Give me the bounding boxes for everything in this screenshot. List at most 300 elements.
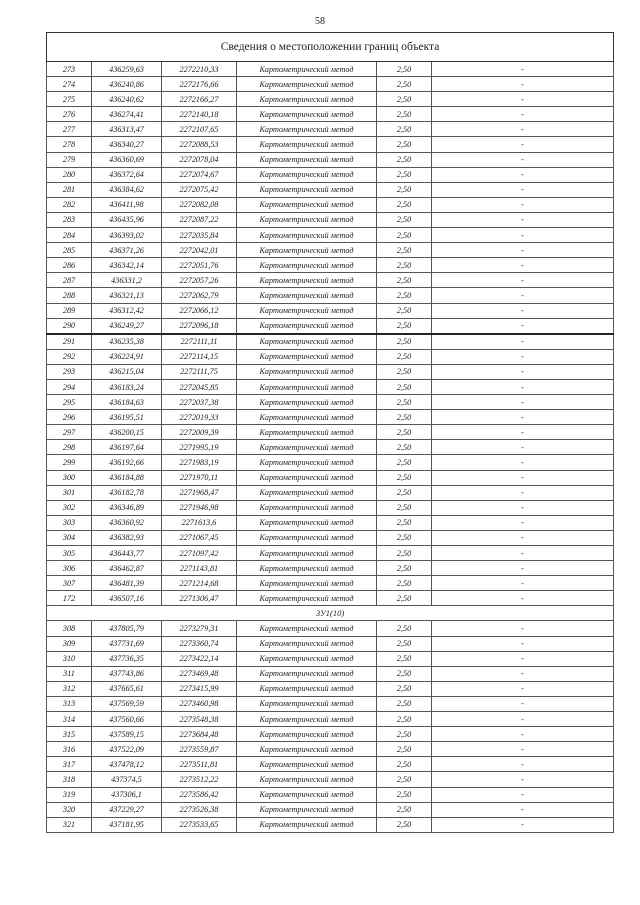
- point-number-cell: 283: [47, 212, 92, 227]
- y-coordinate-cell: 2271968,47: [162, 485, 237, 500]
- description-cell: -: [432, 182, 614, 197]
- method-cell: Картометрический метод: [237, 152, 377, 167]
- point-number-cell: 286: [47, 258, 92, 273]
- method-cell: Картометрический метод: [237, 122, 377, 137]
- description-cell: -: [432, 379, 614, 394]
- method-cell: Картометрический метод: [237, 167, 377, 182]
- method-cell: Картометрический метод: [237, 395, 377, 410]
- method-cell: Картометрический метод: [237, 440, 377, 455]
- table-row: [47, 651, 614, 666]
- y-coordinate-cell: 2273460,98: [162, 696, 237, 711]
- y-coordinate-cell: 2272166,27: [162, 92, 237, 107]
- method-cell: Картометрический метод: [237, 787, 377, 802]
- table-row: [47, 712, 614, 727]
- precision-cell: 2,50: [377, 681, 432, 696]
- y-coordinate-cell: 2271983,19: [162, 455, 237, 470]
- y-coordinate-cell: 2271143,81: [162, 561, 237, 576]
- x-coordinate-cell: 436182,78: [92, 485, 162, 500]
- point-number-cell: 292: [47, 349, 92, 364]
- description-cell: -: [432, 167, 614, 182]
- method-cell: Картометрический метод: [237, 182, 377, 197]
- method-cell: Картометрический метод: [237, 802, 377, 817]
- table-title-row: [47, 33, 614, 62]
- precision-cell: 2,50: [377, 212, 432, 227]
- x-coordinate-cell: 436184,88: [92, 470, 162, 485]
- precision-cell: 2,50: [377, 228, 432, 243]
- method-cell: Картометрический метод: [237, 425, 377, 440]
- x-coordinate-cell: 436200,15: [92, 425, 162, 440]
- description-cell: -: [432, 636, 614, 651]
- description-cell: -: [432, 228, 614, 243]
- y-coordinate-cell: 2271097,42: [162, 546, 237, 561]
- x-coordinate-cell: 436360,92: [92, 515, 162, 530]
- x-coordinate-cell: 436259,63: [92, 62, 162, 77]
- table-row: [47, 787, 614, 802]
- description-cell: -: [432, 621, 614, 636]
- precision-cell: 2,50: [377, 182, 432, 197]
- x-coordinate-cell: 436184,63: [92, 395, 162, 410]
- x-coordinate-cell: 436342,14: [92, 258, 162, 273]
- precision-cell: 2,50: [377, 591, 432, 606]
- x-coordinate-cell: 437478,12: [92, 757, 162, 772]
- precision-cell: 2,50: [377, 530, 432, 545]
- description-cell: -: [432, 576, 614, 591]
- y-coordinate-cell: 2272035,84: [162, 228, 237, 243]
- x-coordinate-cell: 437736,35: [92, 651, 162, 666]
- section-label: 3У1(10): [47, 606, 614, 621]
- precision-cell: 2,50: [377, 485, 432, 500]
- method-cell: Картометрический метод: [237, 410, 377, 425]
- y-coordinate-cell: 2272051,76: [162, 258, 237, 273]
- x-coordinate-cell: 436340,27: [92, 137, 162, 152]
- table-row: [47, 802, 614, 817]
- method-cell: Картометрический метод: [237, 817, 377, 832]
- description-cell: -: [432, 303, 614, 318]
- precision-cell: 2,50: [377, 742, 432, 757]
- precision-cell: 2,50: [377, 152, 432, 167]
- table-row: [47, 772, 614, 787]
- description-cell: -: [432, 651, 614, 666]
- point-number-cell: 308: [47, 621, 92, 636]
- table-row: [47, 92, 614, 107]
- x-coordinate-cell: 437229,27: [92, 802, 162, 817]
- y-coordinate-cell: 2272042,01: [162, 243, 237, 258]
- table-row: [47, 470, 614, 485]
- description-cell: -: [432, 530, 614, 545]
- method-cell: Картометрический метод: [237, 334, 377, 350]
- table-row: [47, 197, 614, 212]
- table-row: [47, 500, 614, 515]
- y-coordinate-cell: 2273559,87: [162, 742, 237, 757]
- x-coordinate-cell: 436313,47: [92, 122, 162, 137]
- point-number-cell: 298: [47, 440, 92, 455]
- point-number-cell: 313: [47, 696, 92, 711]
- x-coordinate-cell: 437522,09: [92, 742, 162, 757]
- x-coordinate-cell: 436274,41: [92, 107, 162, 122]
- x-coordinate-cell: 436462,87: [92, 561, 162, 576]
- y-coordinate-cell: 2271613,6: [162, 515, 237, 530]
- precision-cell: 2,50: [377, 772, 432, 787]
- point-number-cell: 304: [47, 530, 92, 545]
- method-cell: Картометрический метод: [237, 107, 377, 122]
- point-number-cell: 302: [47, 500, 92, 515]
- x-coordinate-cell: 436411,98: [92, 197, 162, 212]
- description-cell: -: [432, 440, 614, 455]
- precision-cell: 2,50: [377, 410, 432, 425]
- method-cell: Картометрический метод: [237, 197, 377, 212]
- point-number-cell: 315: [47, 727, 92, 742]
- method-cell: Картометрический метод: [237, 318, 377, 334]
- precision-cell: 2,50: [377, 576, 432, 591]
- point-number-cell: 281: [47, 182, 92, 197]
- description-cell: -: [432, 546, 614, 561]
- precision-cell: 2,50: [377, 651, 432, 666]
- method-cell: Картометрический метод: [237, 696, 377, 711]
- point-number-cell: 285: [47, 243, 92, 258]
- method-cell: Картометрический метод: [237, 243, 377, 258]
- x-coordinate-cell: 436235,38: [92, 334, 162, 350]
- description-cell: -: [432, 455, 614, 470]
- point-number-cell: 299: [47, 455, 92, 470]
- table-row: [47, 349, 614, 364]
- description-cell: -: [432, 561, 614, 576]
- description-cell: -: [432, 772, 614, 787]
- table-row: [47, 243, 614, 258]
- method-cell: Картометрический метод: [237, 273, 377, 288]
- point-number-cell: 316: [47, 742, 92, 757]
- method-cell: Картометрический метод: [237, 576, 377, 591]
- table-row: [47, 107, 614, 122]
- precision-cell: 2,50: [377, 197, 432, 212]
- y-coordinate-cell: 2272062,79: [162, 288, 237, 303]
- point-number-cell: 279: [47, 152, 92, 167]
- description-cell: -: [432, 212, 614, 227]
- method-cell: Картометрический метод: [237, 379, 377, 394]
- table-row: [47, 364, 614, 379]
- precision-cell: 2,50: [377, 243, 432, 258]
- table-row: [47, 334, 614, 350]
- table-row: [47, 395, 614, 410]
- point-number-cell: 289: [47, 303, 92, 318]
- y-coordinate-cell: 2272176,66: [162, 77, 237, 92]
- precision-cell: 2,50: [377, 515, 432, 530]
- precision-cell: 2,50: [377, 62, 432, 77]
- description-cell: -: [432, 107, 614, 122]
- description-cell: -: [432, 802, 614, 817]
- method-cell: Картометрический метод: [237, 742, 377, 757]
- y-coordinate-cell: 2271995,19: [162, 440, 237, 455]
- point-number-cell: 300: [47, 470, 92, 485]
- y-coordinate-cell: 2273279,31: [162, 621, 237, 636]
- table-row: [47, 228, 614, 243]
- x-coordinate-cell: 437374,5: [92, 772, 162, 787]
- table-row: [47, 303, 614, 318]
- precision-cell: 2,50: [377, 167, 432, 182]
- point-number-cell: 306: [47, 561, 92, 576]
- description-cell: -: [432, 712, 614, 727]
- y-coordinate-cell: 2271067,45: [162, 530, 237, 545]
- method-cell: Картометрический метод: [237, 92, 377, 107]
- x-coordinate-cell: 437560,66: [92, 712, 162, 727]
- y-coordinate-cell: 2271946,98: [162, 500, 237, 515]
- point-number-cell: 288: [47, 288, 92, 303]
- precision-cell: 2,50: [377, 122, 432, 137]
- point-number-cell: 172: [47, 591, 92, 606]
- x-coordinate-cell: 436240,62: [92, 92, 162, 107]
- precision-cell: 2,50: [377, 787, 432, 802]
- point-number-cell: 321: [47, 817, 92, 832]
- precision-cell: 2,50: [377, 303, 432, 318]
- table-row: [47, 182, 614, 197]
- x-coordinate-cell: 436195,51: [92, 410, 162, 425]
- y-coordinate-cell: 2272009,39: [162, 425, 237, 440]
- x-coordinate-cell: 437181,95: [92, 817, 162, 832]
- table-row: [47, 122, 614, 137]
- precision-cell: 2,50: [377, 258, 432, 273]
- precision-cell: 2,50: [377, 425, 432, 440]
- point-number-cell: 280: [47, 167, 92, 182]
- description-cell: -: [432, 137, 614, 152]
- table-row: [47, 455, 614, 470]
- precision-cell: 2,50: [377, 757, 432, 772]
- table-row: [47, 379, 614, 394]
- y-coordinate-cell: 2271306,47: [162, 591, 237, 606]
- y-coordinate-cell: 2273526,38: [162, 802, 237, 817]
- description-cell: -: [432, 334, 614, 350]
- method-cell: Картометрический метод: [237, 681, 377, 696]
- precision-cell: 2,50: [377, 817, 432, 832]
- precision-cell: 2,50: [377, 288, 432, 303]
- description-cell: -: [432, 500, 614, 515]
- precision-cell: 2,50: [377, 379, 432, 394]
- description-cell: -: [432, 197, 614, 212]
- x-coordinate-cell: 436435,96: [92, 212, 162, 227]
- method-cell: Картометрический метод: [237, 591, 377, 606]
- x-coordinate-cell: 437306,1: [92, 787, 162, 802]
- y-coordinate-cell: 2273512,22: [162, 772, 237, 787]
- precision-cell: 2,50: [377, 92, 432, 107]
- y-coordinate-cell: 2273360,74: [162, 636, 237, 651]
- method-cell: Картометрический метод: [237, 561, 377, 576]
- table-row: [47, 152, 614, 167]
- table-row: [47, 318, 614, 334]
- method-cell: Картометрический метод: [237, 62, 377, 77]
- point-number-cell: 275: [47, 92, 92, 107]
- y-coordinate-cell: 2272075,42: [162, 182, 237, 197]
- table-row: [47, 167, 614, 182]
- table-row: [47, 727, 614, 742]
- method-cell: Картометрический метод: [237, 727, 377, 742]
- precision-cell: 2,50: [377, 636, 432, 651]
- description-cell: -: [432, 470, 614, 485]
- point-number-cell: 295: [47, 395, 92, 410]
- table-row: [47, 410, 614, 425]
- method-cell: Картометрический метод: [237, 228, 377, 243]
- method-cell: Картометрический метод: [237, 303, 377, 318]
- table-row: [47, 666, 614, 681]
- point-number-cell: 318: [47, 772, 92, 787]
- x-coordinate-cell: 436360,69: [92, 152, 162, 167]
- y-coordinate-cell: 2273415,99: [162, 681, 237, 696]
- y-coordinate-cell: 2272066,12: [162, 303, 237, 318]
- method-cell: Картометрический метод: [237, 651, 377, 666]
- x-coordinate-cell: 437805,79: [92, 621, 162, 636]
- precision-cell: 2,50: [377, 621, 432, 636]
- x-coordinate-cell: 436224,91: [92, 349, 162, 364]
- point-number-cell: 312: [47, 681, 92, 696]
- point-number-cell: 273: [47, 62, 92, 77]
- description-cell: -: [432, 349, 614, 364]
- table-title: Сведения о местоположении границ объекта: [47, 33, 614, 62]
- method-cell: Картометрический метод: [237, 455, 377, 470]
- description-cell: -: [432, 817, 614, 832]
- table-row: [47, 696, 614, 711]
- method-cell: Картометрический метод: [237, 349, 377, 364]
- precision-cell: 2,50: [377, 107, 432, 122]
- point-number-cell: 284: [47, 228, 92, 243]
- x-coordinate-cell: 436192,66: [92, 455, 162, 470]
- x-coordinate-cell: 436197,64: [92, 440, 162, 455]
- x-coordinate-cell: 436393,02: [92, 228, 162, 243]
- y-coordinate-cell: 2272111,11: [162, 334, 237, 350]
- description-cell: -: [432, 742, 614, 757]
- method-cell: Картометрический метод: [237, 666, 377, 681]
- x-coordinate-cell: 436384,62: [92, 182, 162, 197]
- precision-cell: 2,50: [377, 77, 432, 92]
- y-coordinate-cell: 2272088,53: [162, 137, 237, 152]
- y-coordinate-cell: 2272096,18: [162, 318, 237, 334]
- description-cell: -: [432, 288, 614, 303]
- method-cell: Картометрический метод: [237, 530, 377, 545]
- precision-cell: 2,50: [377, 273, 432, 288]
- y-coordinate-cell: 2271970,11: [162, 470, 237, 485]
- precision-cell: 2,50: [377, 666, 432, 681]
- description-cell: -: [432, 258, 614, 273]
- table-row: [47, 425, 614, 440]
- x-coordinate-cell: 436215,04: [92, 364, 162, 379]
- point-number-cell: 309: [47, 636, 92, 651]
- table-row: [47, 591, 614, 606]
- method-cell: Картометрический метод: [237, 636, 377, 651]
- table-row: [47, 258, 614, 273]
- table-row: [47, 817, 614, 832]
- description-cell: -: [432, 515, 614, 530]
- y-coordinate-cell: 2272087,22: [162, 212, 237, 227]
- precision-cell: 2,50: [377, 334, 432, 350]
- method-cell: Картометрический метод: [237, 515, 377, 530]
- description-cell: -: [432, 787, 614, 802]
- x-coordinate-cell: 436372,64: [92, 167, 162, 182]
- table-row: [47, 561, 614, 576]
- point-number-cell: 314: [47, 712, 92, 727]
- description-cell: -: [432, 425, 614, 440]
- description-cell: -: [432, 243, 614, 258]
- point-number-cell: 310: [47, 651, 92, 666]
- point-number-cell: 291: [47, 334, 92, 350]
- precision-cell: 2,50: [377, 561, 432, 576]
- description-cell: -: [432, 152, 614, 167]
- description-cell: -: [432, 696, 614, 711]
- precision-cell: 2,50: [377, 727, 432, 742]
- x-coordinate-cell: 437743,86: [92, 666, 162, 681]
- section-row: [47, 606, 614, 621]
- precision-cell: 2,50: [377, 440, 432, 455]
- point-number-cell: 307: [47, 576, 92, 591]
- x-coordinate-cell: 436382,93: [92, 530, 162, 545]
- table-row: [47, 621, 614, 636]
- y-coordinate-cell: 2272082,08: [162, 197, 237, 212]
- method-cell: Картометрический метод: [237, 364, 377, 379]
- table-row: [47, 77, 614, 92]
- point-number-cell: 290: [47, 318, 92, 334]
- y-coordinate-cell: 2272074,67: [162, 167, 237, 182]
- description-cell: -: [432, 395, 614, 410]
- precision-cell: 2,50: [377, 455, 432, 470]
- method-cell: Картометрический метод: [237, 288, 377, 303]
- x-coordinate-cell: 436371,26: [92, 243, 162, 258]
- boundary-coordinates-table: [46, 32, 614, 833]
- method-cell: Картометрический метод: [237, 212, 377, 227]
- table-row: [47, 137, 614, 152]
- table-row: [47, 576, 614, 591]
- point-number-cell: 301: [47, 485, 92, 500]
- precision-cell: 2,50: [377, 364, 432, 379]
- x-coordinate-cell: 437569,59: [92, 696, 162, 711]
- description-cell: -: [432, 727, 614, 742]
- x-coordinate-cell: 436346,89: [92, 500, 162, 515]
- table-row: [47, 288, 614, 303]
- description-cell: -: [432, 77, 614, 92]
- x-coordinate-cell: 436249,27: [92, 318, 162, 334]
- y-coordinate-cell: 2272114,15: [162, 349, 237, 364]
- page-number: 58: [315, 16, 325, 27]
- y-coordinate-cell: 2273533,65: [162, 817, 237, 832]
- y-coordinate-cell: 2272111,75: [162, 364, 237, 379]
- table-row: [47, 681, 614, 696]
- method-cell: Картометрический метод: [237, 137, 377, 152]
- point-number-cell: 303: [47, 515, 92, 530]
- y-coordinate-cell: 2272210,33: [162, 62, 237, 77]
- method-cell: Картометрический метод: [237, 500, 377, 515]
- point-number-cell: 287: [47, 273, 92, 288]
- y-coordinate-cell: 2272057,26: [162, 273, 237, 288]
- method-cell: Картометрический метод: [237, 546, 377, 561]
- table-row: [47, 636, 614, 651]
- description-cell: -: [432, 591, 614, 606]
- table-row: [47, 485, 614, 500]
- table-row: [47, 212, 614, 227]
- method-cell: Картометрический метод: [237, 485, 377, 500]
- table-row: [47, 546, 614, 561]
- y-coordinate-cell: 2272045,85: [162, 379, 237, 394]
- point-number-cell: 311: [47, 666, 92, 681]
- x-coordinate-cell: 437589,15: [92, 727, 162, 742]
- method-cell: Картометрический метод: [237, 621, 377, 636]
- table-row: [47, 515, 614, 530]
- table-row: [47, 757, 614, 772]
- y-coordinate-cell: 2273586,42: [162, 787, 237, 802]
- precision-cell: 2,50: [377, 395, 432, 410]
- x-coordinate-cell: 436321,13: [92, 288, 162, 303]
- description-cell: -: [432, 681, 614, 696]
- description-cell: -: [432, 666, 614, 681]
- y-coordinate-cell: 2272107,65: [162, 122, 237, 137]
- point-number-cell: 274: [47, 77, 92, 92]
- table-row: [47, 530, 614, 545]
- description-cell: -: [432, 122, 614, 137]
- precision-cell: 2,50: [377, 470, 432, 485]
- description-cell: -: [432, 410, 614, 425]
